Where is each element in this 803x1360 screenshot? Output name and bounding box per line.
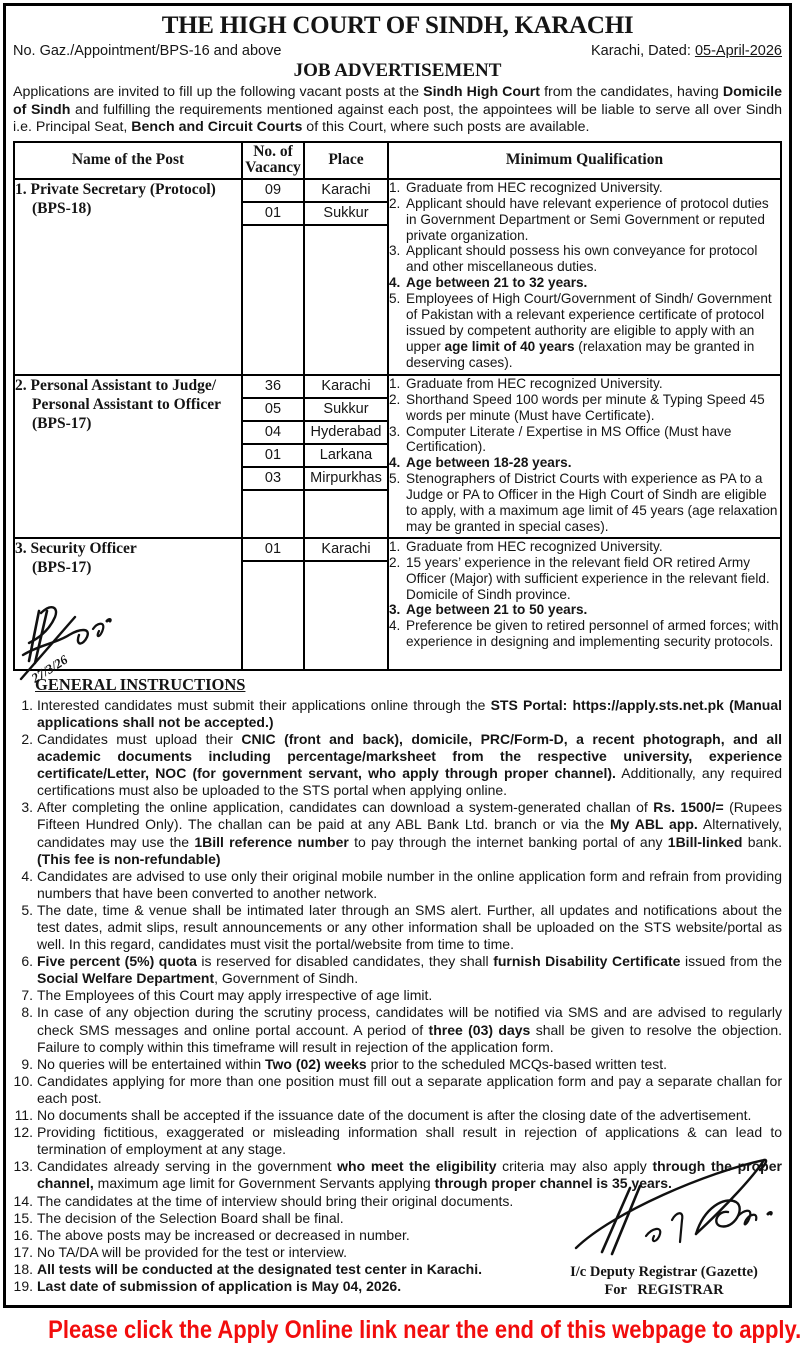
intro-paragraph: Applications are invited to fill up the following vacant posts at the Sindh High Court from the candidates, having Domicile of Sindh and fulfilling the requirements mentioned against each post, the appointees will be liable to serve all over Sindh i.e. Principal Seat, Bench and Circuit Courts of this Court, where such posts are available.	[13, 84, 782, 136]
instruction-text: Last date of submission of application is May 04, 2026.	[37, 1277, 402, 1294]
col-header-vacancy: No. of Vacancy	[242, 142, 304, 179]
place-cell	[304, 538, 388, 670]
post-grade: (BPS-17)	[32, 558, 92, 576]
instruction-number: 19.	[13, 1277, 33, 1294]
qualification-item	[389, 424, 780, 456]
instruction-text: Candidates are advised to use only their original mobile number in the online application form and refrain from providing numbers that have been converted to another network.	[37, 867, 782, 901]
instruction-number: 2.	[21, 730, 33, 747]
qualification-text: 15 years’ experience in the relevant field OR retired Army Officer (Major) with sufficient experience in the relevant field. Domicile of Sindh province.	[406, 554, 770, 602]
instruction-text: After completing the online application, candidates can download a system-generated challan of Rs. 1500/= (Rupees Fifteen Hundred Only). The challan can be paid at any ABL Bank Ltd. branch or via the My ABL app. Alternatively, candidates may use the 1Bill reference number to pay through the internet banking portal of any 1Bill-linked bank. (This fee is non-refundable)	[37, 799, 782, 867]
instruction-number: 16.	[13, 1226, 33, 1243]
instruction-text: The candidates at the time of interview should bring their original documents.	[37, 1192, 514, 1209]
col-header-place: Place	[304, 142, 388, 179]
instruction-number: 11.	[14, 1107, 33, 1124]
qualification-text: Graduate from HEC recognized University.	[406, 538, 663, 554]
reference-number: No. Gaz./Appointment/BPS-16 and above	[13, 43, 282, 59]
qualification-text: Age between 18-28 years.	[406, 455, 572, 471]
instruction-item	[13, 902, 782, 953]
vacancy-count: 04	[243, 422, 303, 445]
instruction-text: No queries will be entertained within Two (02) weeks prior to the scheduled MCQs-based written test.	[37, 1055, 668, 1072]
post-name-cell	[14, 375, 242, 538]
qualification-text: Applicant should possess his own conveyance for protocol and other miscellaneous duties.	[406, 243, 758, 275]
post-row	[14, 179, 781, 375]
qualification-text: Computer Literate / Expertise in MS Office (Must have Certification).	[406, 423, 732, 455]
vacancy-place: Hyderabad	[305, 422, 387, 445]
instruction-number: 10.	[13, 1072, 33, 1089]
instruction-number: 1.	[21, 696, 33, 713]
instruction-number: 6.	[21, 953, 33, 970]
instruction-text: Candidates already serving in the government who meet the eligibility criteria may also apply through the proper channel, maximum age limit for Government Servants applying through proper channel is 35 years.	[37, 1158, 782, 1192]
qualification-item	[389, 392, 780, 424]
instruction-text: Candidates must upload their CNIC (front and back), domicile, PRC/Form-D, a recent photograph, and all academic documents including percentage/marksheet from the respective university, experience certificate/Letter, NOC (for government servant, who apply through proper channel). Additionally, any required certifications must also be uploaded to the STS portal when applying online.	[37, 730, 783, 799]
instruction-text: Interested candidates must submit their applications online through the STS Portal: https://apply.sts.net.pk (Manual applications shall not be accepted.)	[37, 696, 782, 730]
vacancy-count: 03	[243, 468, 303, 491]
signature-block	[549, 1263, 779, 1299]
official-for-registrar: For REGISTRAR	[604, 1282, 724, 1298]
qualification-item	[389, 471, 780, 535]
table-header-row	[14, 142, 781, 179]
instructions-list	[13, 697, 782, 1295]
instruction-number: 14.	[13, 1192, 33, 1209]
vacancy-place: Karachi	[305, 376, 387, 399]
instruction-item	[13, 1004, 782, 1055]
vacancy-cell	[242, 375, 304, 538]
qualification-item	[389, 618, 780, 650]
vacancy-place: Sukkur	[305, 399, 387, 422]
instruction-item	[13, 1073, 782, 1107]
instruction-text: No TA/DA will be provided for the test or interview.	[37, 1243, 347, 1260]
instruction-number: 13.	[13, 1158, 33, 1175]
qualification-text: Stenographers of District Courts with experience as PA to a Judge or PA to Officer in the High Court of Sindh are eligible to apply, with a maximum age limit of 45 years (age relaxation may be granted in special cases).	[406, 471, 778, 534]
qualification-number: 2.	[389, 195, 401, 211]
qualification-item	[389, 196, 780, 244]
qualification-text: Shorthand Speed 100 words per minute & Typing Speed 45 words per minute (Must have Certificate).	[406, 391, 765, 423]
post-name-line: 1. Private Secretary (Protocol)	[15, 180, 216, 198]
vacancy-place: Karachi	[305, 180, 387, 203]
dateline: Karachi, Dated: 05-April-2026	[590, 43, 782, 59]
qualification-item	[389, 291, 780, 371]
vacancy-place: Larkana	[305, 445, 387, 468]
qualification-item	[389, 243, 780, 275]
instruction-text: The date, time & venue shall be intimated later through an SMS alert. Further, all updates and notifications about the test dates, admit slips, result announcements or any other information shall be uploaded on the STS website/portal as well. In this regard, candidates must visit the portal/website from time to time.	[37, 901, 782, 953]
instruction-item	[13, 1056, 782, 1073]
instruction-text: Providing fictitious, exaggerated or misleading information shall result in rejection of applications & can lead to termination of employment at any stage.	[37, 1124, 782, 1158]
official-title: I/c Deputy Registrar (Gazette)	[570, 1264, 758, 1280]
instruction-number: 18.	[13, 1260, 33, 1277]
instruction-item	[13, 1107, 782, 1124]
qualification-number: 4.	[389, 455, 401, 471]
general-instructions-heading: GENERAL INSTRUCTIONS	[35, 674, 246, 694]
qualification-number: 3.	[389, 602, 401, 618]
instruction-item	[13, 1124, 782, 1158]
qualification-text: Employees of High Court/Government of Sindh/ Government of Pakistan with a relevant experience certificate of protocol issued by competent authority are eligible to apply with an upper age limit of 40 years (relaxation may be granted in deserving cases).	[406, 291, 772, 370]
qualification-number: 2.	[389, 554, 401, 570]
qualification-item	[389, 455, 780, 471]
qualification-number: 4.	[389, 275, 401, 291]
instruction-text: The above posts may be increased or decreased in number.	[37, 1226, 410, 1243]
post-grade: (BPS-18)	[32, 199, 92, 217]
instruction-number: 8.	[21, 1004, 33, 1021]
qualification-cell	[388, 179, 781, 375]
vacancy-count: 05	[243, 399, 303, 422]
qualification-number: 1.	[389, 538, 401, 554]
instruction-text: In case of any objection during the scrutiny process, candidates will be notified via SMS and are advised to regularly check SMS messages and online portal account. A period of three (03) days shall be given to resolve the objection. Failure to comply within this timeframe will result in rejection of the application form.	[37, 1004, 782, 1055]
post-signature-scribble	[17, 599, 145, 691]
instruction-item	[13, 697, 782, 731]
advertisement-border-box	[3, 3, 792, 1308]
instruction-number: 9.	[21, 1055, 33, 1072]
qualification-item	[389, 602, 780, 618]
instruction-number: 4.	[21, 867, 33, 884]
instruction-item	[13, 868, 782, 902]
instruction-item	[13, 987, 782, 1004]
instruction-text: All tests will be conducted at the designated test center in Karachi.	[37, 1260, 482, 1277]
post-name-cell	[14, 179, 242, 375]
vacancy-place: Mirpurkhas	[305, 468, 387, 491]
vacancy-cell	[242, 179, 304, 375]
qualification-item	[389, 275, 780, 291]
qualification-text: Age between 21 to 50 years.	[406, 602, 588, 618]
instruction-item	[13, 799, 782, 867]
vacancy-place: Karachi	[305, 539, 387, 562]
page-title: THE HIGH COURT OF SINDH, KARACHI	[161, 12, 634, 39]
post-name-line: Personal Assistant to Officer	[32, 395, 221, 413]
post-name-line: 3. Security Officer	[15, 539, 137, 557]
qualification-cell	[388, 375, 781, 538]
qualification-item	[389, 539, 780, 555]
post-row	[14, 375, 781, 538]
vacancy-count: 01	[243, 539, 303, 562]
place-cell	[304, 179, 388, 375]
date-value: 05-April-2026	[694, 43, 782, 59]
qualification-number: 2.	[389, 391, 401, 407]
instruction-number: 7.	[21, 987, 33, 1004]
meta-row	[13, 43, 782, 59]
qualification-text: Preference be given to retired personnel of armed forces; with experience in designing and implementing security protocols.	[406, 618, 779, 650]
post-name-line: 2. Personal Assistant to Judge/	[15, 376, 217, 394]
qualification-number: 5.	[389, 291, 401, 307]
vacancy-count: 01	[243, 203, 303, 226]
qualification-number: 1.	[389, 375, 401, 391]
qualification-item	[389, 376, 780, 392]
apply-online-note: Please click the Apply Online link near the end of this webpage to apply.	[48, 1316, 802, 1344]
place-cell	[304, 375, 388, 538]
advertisement-subtitle: JOB ADVERTISEMENT	[293, 60, 502, 81]
instruction-text: The Employees of this Court may apply irrespective of age limit.	[37, 987, 433, 1004]
qualification-number: 1.	[389, 179, 401, 195]
instruction-number: 12.	[13, 1124, 33, 1141]
instruction-text: The decision of the Selection Board shall be final.	[37, 1209, 344, 1226]
post-signature	[17, 599, 145, 696]
qualification-text: Graduate from HEC recognized University.	[406, 179, 663, 195]
qualification-cell	[388, 538, 781, 670]
vacancy-count: 36	[243, 376, 303, 399]
instruction-number: 5.	[21, 901, 33, 918]
vacancy-cell	[242, 538, 304, 670]
instruction-item	[13, 1210, 782, 1227]
post-row	[14, 538, 781, 670]
post-grade: (BPS-17)	[32, 414, 92, 432]
qualification-number: 4.	[389, 618, 401, 634]
qualification-item	[389, 180, 780, 196]
qualification-text: Applicant should have relevant experience of protocol duties in Government Department or Semi Government or reputed private organization.	[406, 195, 769, 243]
qualification-number: 3.	[389, 243, 401, 259]
qualification-number: 5.	[389, 471, 401, 487]
qualification-item	[389, 555, 780, 603]
instruction-item	[13, 1227, 782, 1244]
instruction-number: 15.	[13, 1209, 33, 1226]
vacancy-count: 01	[243, 445, 303, 468]
vacancy-place: Sukkur	[305, 203, 387, 226]
qualification-text: Graduate from HEC recognized University.	[406, 375, 663, 391]
instruction-item	[13, 1244, 782, 1261]
qualification-text: Age between 21 to 32 years.	[406, 275, 588, 291]
col-header-post-name: Name of the Post	[14, 142, 242, 179]
qualification-number: 3.	[389, 423, 401, 439]
instruction-item	[13, 731, 782, 799]
instruction-number: 17.	[13, 1243, 33, 1260]
instruction-item	[13, 1193, 782, 1210]
instruction-text: Candidates applying for more than one position must fill out a separate application form and pay a separate challan for each post.	[37, 1072, 782, 1106]
instruction-text: Five percent (5%) quota is reserved for disabled candidates, they shall furnish Disability Certificate issued from the Social Welfare Department, Government of Sindh.	[37, 953, 783, 987]
col-header-qualification: Minimum Qualification	[388, 142, 781, 179]
vacancy-count: 09	[243, 180, 303, 203]
instruction-number: 3.	[21, 799, 33, 816]
svg-text:27/3/26: 27/3/26	[28, 651, 71, 686]
instruction-item	[13, 953, 782, 987]
instruction-item	[13, 1158, 782, 1192]
instruction-text: No documents shall be accepted if the issuance date of the document is after the closing date of the advertisement.	[37, 1107, 752, 1124]
